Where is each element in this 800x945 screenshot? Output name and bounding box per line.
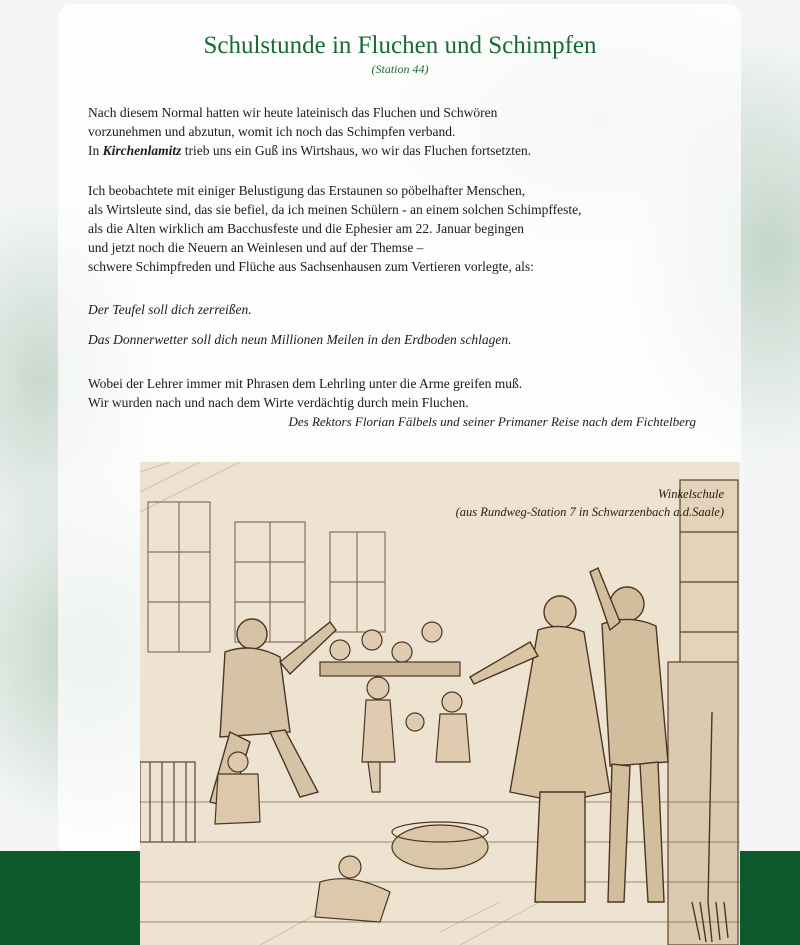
paragraph-1-line-3: [88, 141, 728, 160]
curse-quote-2: Das Donnerwetter soll dich neun Millionen Meilen in den Erdboden schlagen.: [88, 332, 512, 347]
paragraph-2-line: als Wirtsleute sind, das sie befiel, da ich meinen Schülern - an einem solchen Schimpffeste,: [88, 202, 582, 217]
illustration-caption: [456, 485, 724, 521]
source-citation: Des Rektors Florian Fälbels und seiner Primaner Reise nach dem Fichtelberg: [288, 414, 696, 429]
engraving-drawing: [140, 462, 740, 945]
caption-source: (aus Rundweg-Station 7 in Schwarzenbach a.d.Saale): [455, 505, 724, 519]
station-label: (Station 44): [371, 62, 429, 76]
paragraph-3-line: Wobei der Lehrer immer mit Phrasen dem Lehrling unter die Arme greifen muß.: [88, 376, 523, 391]
paragraph-2-line: Ich beobachtete mit einiger Belustigung das Erstaunen so pöbelhafter Menschen,: [88, 183, 526, 198]
paragraph-2-line: als die Alten wirklich am Bacchusfeste und die Ephesier am 22. Januar begingen: [88, 221, 524, 236]
paragraph-1: [88, 103, 728, 160]
paragraph-1-line-2: vorzunehmen und abzutun, womit ich noch das Schimpfen verband.: [88, 124, 456, 139]
paragraph-2: [88, 181, 728, 276]
paragraph-3-line: Wir wurden nach und nach dem Wirte verdächtig durch mein Fluchen.: [88, 395, 469, 410]
paragraph-3: [88, 374, 728, 412]
paragraph-2-line: und jetzt noch die Neuern an Weinlesen und auf der Themse –: [88, 240, 424, 255]
place-name: Kirchenlamitz: [102, 143, 182, 158]
curse-quote-1: Der Teufel soll dich zerreißen.: [88, 302, 252, 317]
schoolroom-engraving: [140, 462, 740, 945]
paragraph-1-line-1: Nach diesem Normal hatten wir heute lateinisch das Fluchen und Schwören: [88, 105, 498, 120]
line-3-prefix: In: [88, 143, 103, 158]
caption-title: Winkelschule: [658, 487, 724, 501]
paragraph-2-line: schwere Schimpfreden und Flüche aus Sachsenhausen zum Vertieren vorlegte, als:: [88, 259, 534, 274]
line-3-rest: trieb uns ein Guß ins Wirtshaus, wo wir das Fluchen fortsetzten.: [181, 143, 532, 158]
page-title: Schulstunde in Fluchen und Schimpfen: [203, 32, 597, 59]
